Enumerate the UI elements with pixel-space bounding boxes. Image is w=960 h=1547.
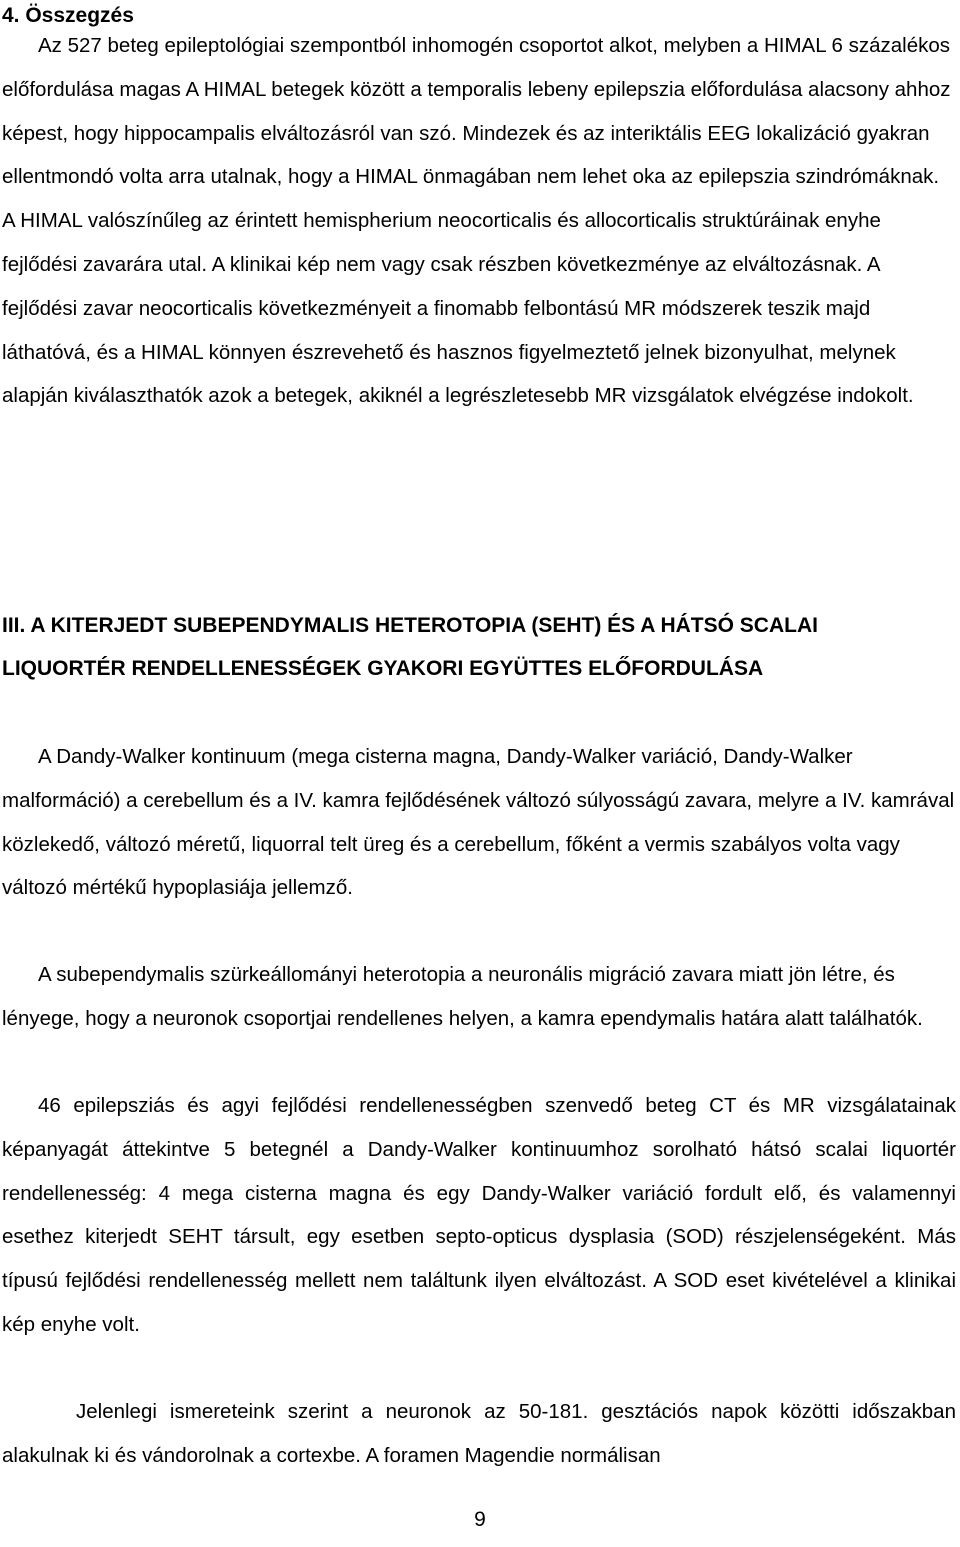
summary-paragraph: Az 527 beteg epileptológiai szempontból inhomogén csoportot alkot, melyben a HIMAL 6 százalékos előfordulása magas A HIMAL betegek között a temporalis lebeny epilepszia előfordulása alacsony ahhoz képest, hogy hippocampalis elváltozásról van szó. Mindezek és az interiktális EEG lokalizáció gyakran ellentmondó volta arra utalnak, hogy a HIMAL önmagában nem lehet oka az epilepszia szindrómáknak. A HIMAL valószínűleg az érintett hemispherium neocorticalis és allocorticalis struktúráinak enyhe fejlődési zavarára utal. A klinikai kép nem vagy csak részben következménye az elváltozásnak. A fejlődési zavar neocorticalis következményeit a finomabb felbontású MR módszerek teszik majd láthatóvá, és a HIMAL könnyen észrevehető és hasznos figyelmeztető jelnek bizonyulhat, melynek alapján kiválaszthatók azok a betegek, akiknél a legrészletesebb MR vizsgálatok elvégzése indokolt. [2, 34, 951, 408]
page-number: 9 [474, 1508, 486, 1531]
neuron-paragraph: Jelenlegi ismereteink szerint a neuronok az 50-181. gesztációs napok közötti időszakban alakulnak ki és vándorolnak a cortexbe. A foramen Magendie normálisan [2, 1400, 956, 1467]
findings-paragraph: 46 epilepsziás és agyi fejlődési rendellenességben szenvedő beteg CT és MR vizsgálatainak képanyagát áttekintve 5 betegnél a Dandy-Walker kontinuumhoz sorolható hátsó scalai liquortér rendellenesség: 4 mega cisterna magna és egy Dandy-Walker variáció fordult elő, és valamennyi esethez kiterjedt SEHT társult, egy esetben septo-opticus dysplasia (SOD) részjelenségeként. Más típusú fejlődési rendellenesség mellett nem találtunk ilyen elváltozást. A SOD eset kivételével a klinikai kép enyhe volt. [2, 1094, 956, 1336]
heterotopia-paragraph: A subependymalis szürkeállományi heterotopia a neuronális migráció zavara miatt jön létre, és lényege, hogy a neuronok csoportjai rendellenes helyen, a kamra ependymalis határa alatt találhatók. [2, 963, 923, 1030]
section-heading: 4. Összegzés [2, 4, 134, 27]
dandy-walker-paragraph: A Dandy-Walker kontinuum (mega cisterna magna, Dandy-Walker variáció, Dandy-Walker malformáció) a cerebellum és a IV. kamra fejlődésének változó súlyosságú zavara, melyre a IV. kamrával közlekedő, változó méretű, liquorral telt üreg és a cerebellum, főként a vermis szabályos volta vagy változó mértékű hypoplasiája jellemző. [2, 745, 955, 900]
chapter-title: III. A KITERJEDT SUBEPENDYMALIS HETEROTOPIA (SEHT) ÉS A HÁTSÓ SCALAI LIQUORTÉR RENDELLENESSÉGEK GYAKORI EGYÜTTES ELŐFORDULÁSA [2, 614, 818, 680]
